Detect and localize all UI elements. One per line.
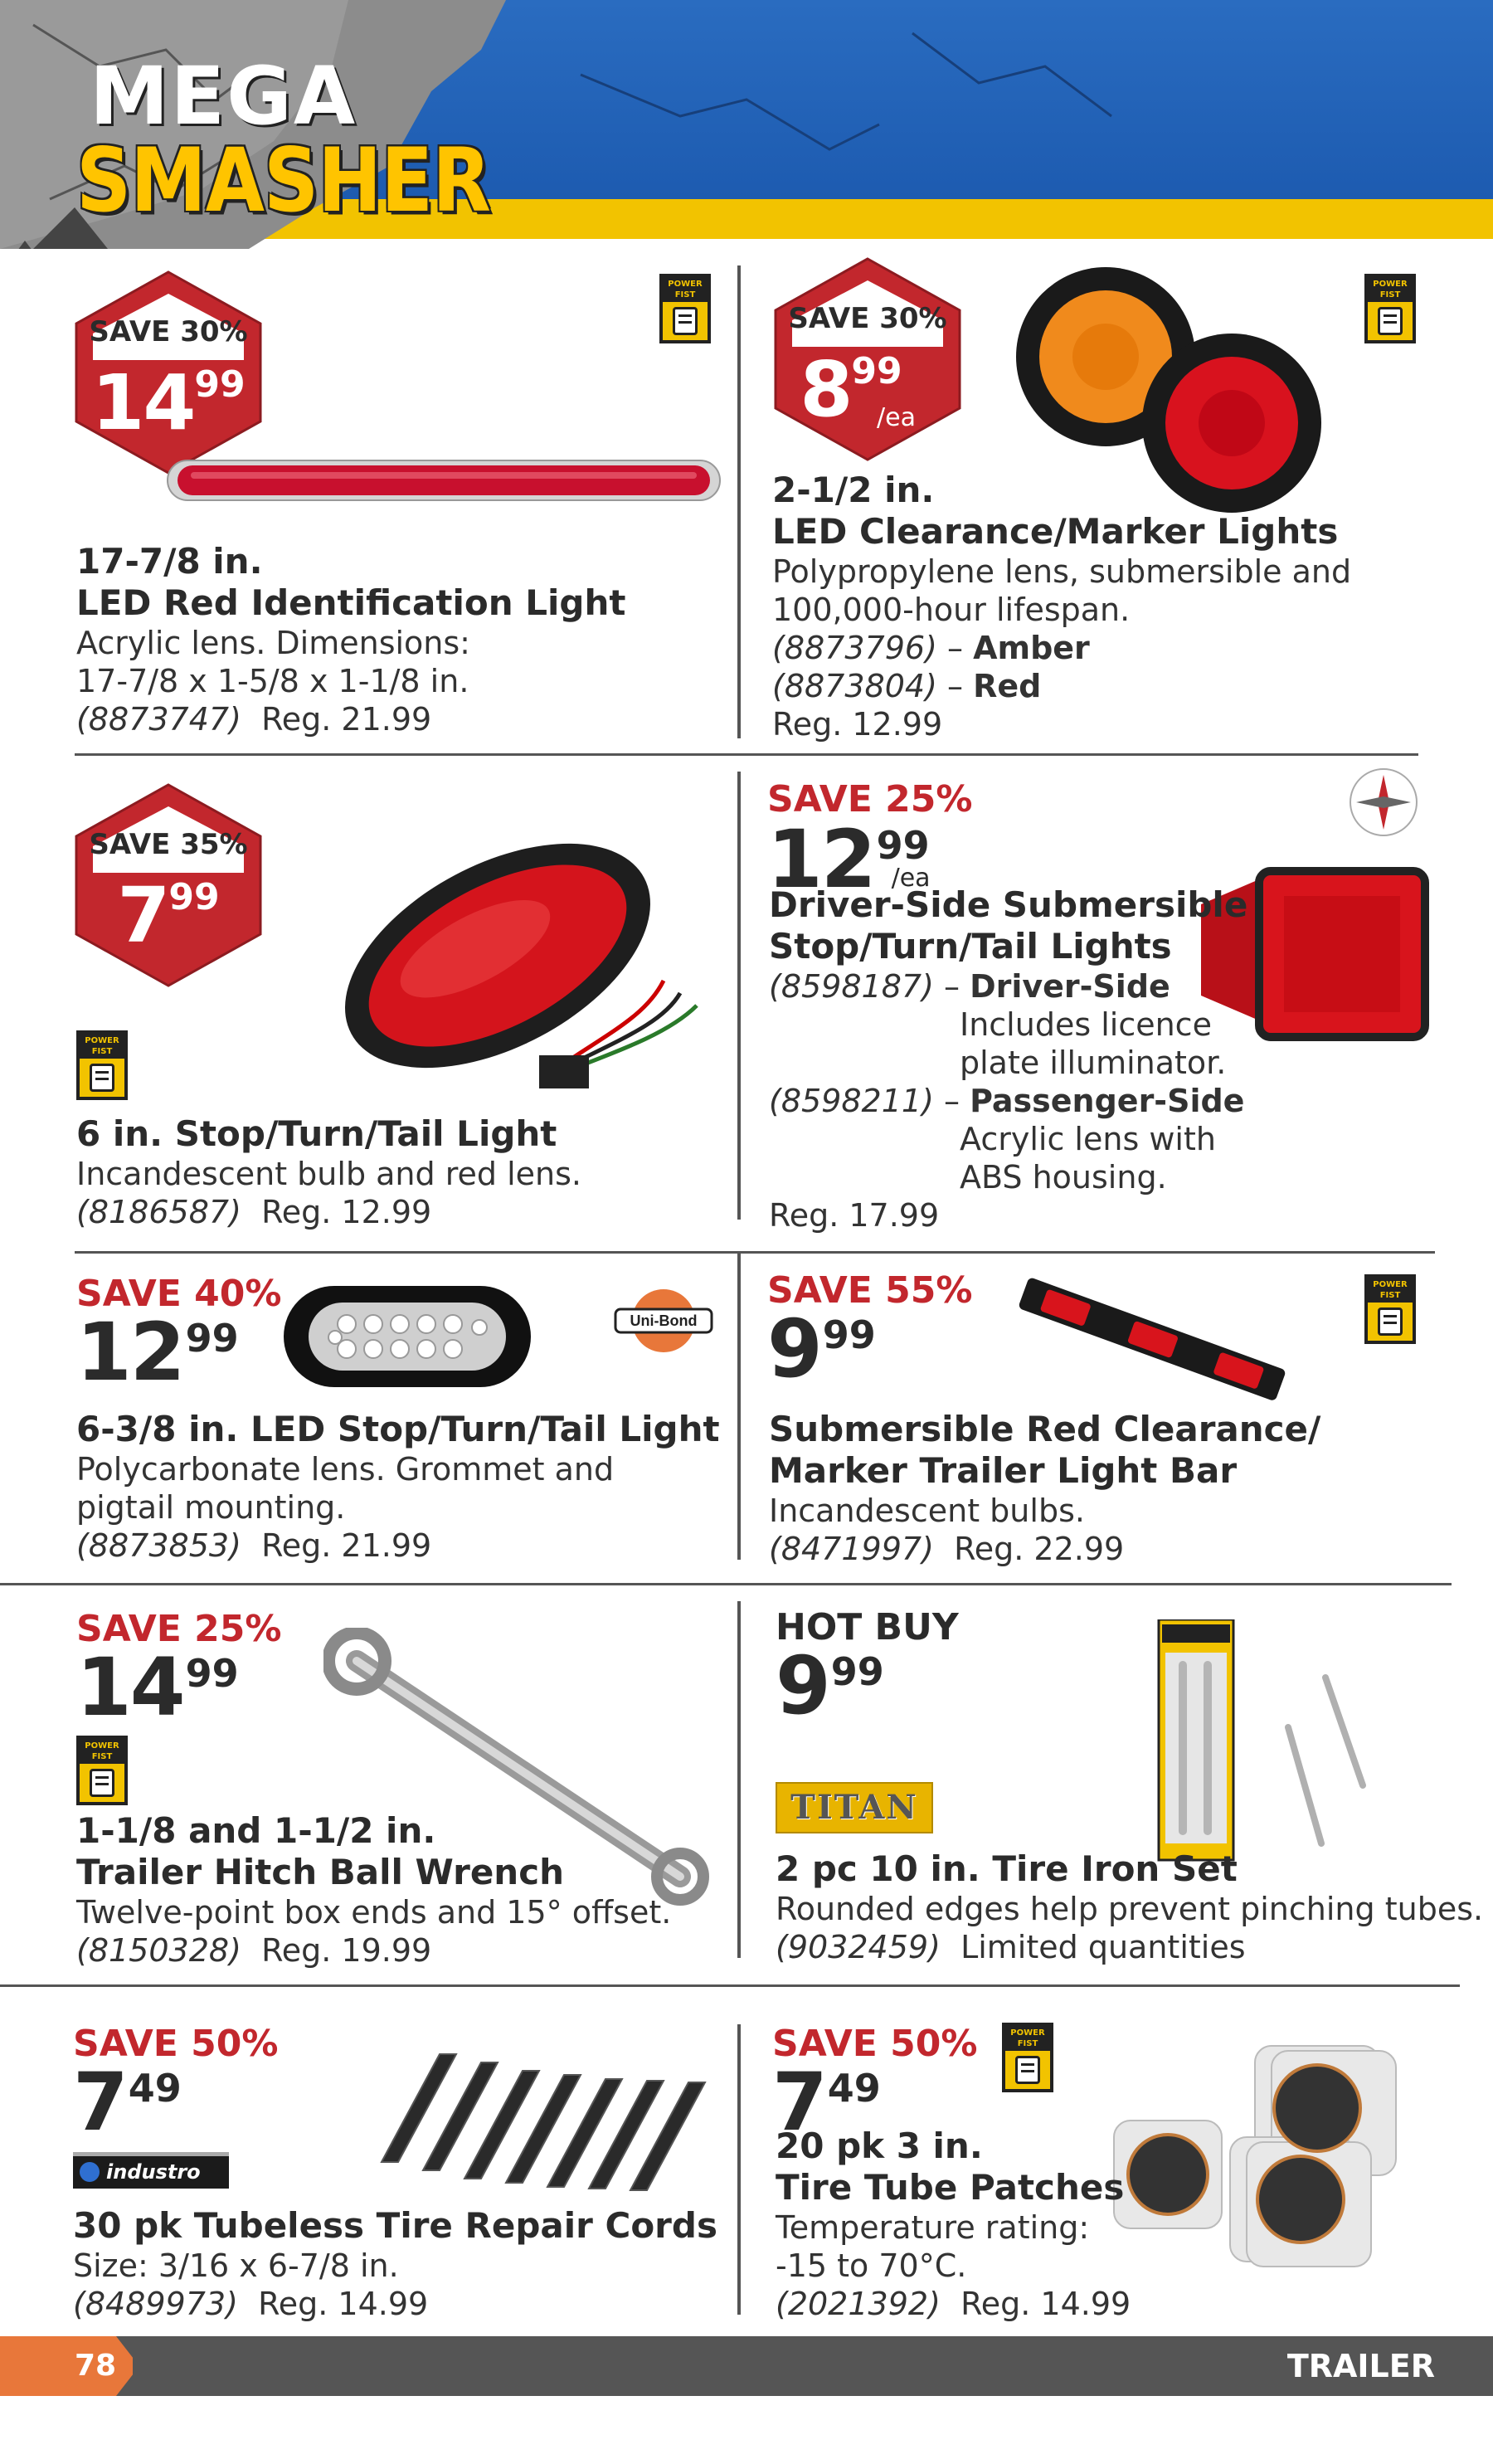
sale-price: 7 49 <box>73 2056 182 2149</box>
titan-brand-logo: TITAN <box>776 1782 933 1833</box>
save-label: SAVE 40% <box>76 1273 282 1315</box>
product-name: 6 in. Stop/Turn/Tail Light <box>76 1113 557 1154</box>
power-fist-brand-logo: POWER FIST <box>1364 1274 1416 1344</box>
product-name: Trailer Hitch Ball Wrench <box>76 1852 564 1892</box>
industro-brand-logo: industro <box>73 2152 229 2189</box>
fist-icon <box>1378 307 1403 335</box>
divider-horizontal <box>0 1583 1452 1585</box>
price-badge <box>73 782 264 989</box>
tire-patches-image <box>1106 2038 1421 2270</box>
uni-bond-brand-logo <box>614 1288 713 1354</box>
badge-price: 899 <box>800 345 902 434</box>
product-size: 17-7/8 in. <box>76 541 263 582</box>
product-description: Temperature rating: <box>776 2209 1090 2246</box>
power-fist-brand-logo: POWER FIST <box>1002 2023 1053 2092</box>
product-name: Tire Tube Patches <box>776 2167 1125 2208</box>
svg-text:Uni-Bond: Uni-Bond <box>630 1312 698 1329</box>
product-size: 20 pk 3 in. <box>776 2126 983 2166</box>
product-size: 1-1/8 and 1-1/2 in. <box>76 1810 436 1851</box>
product-variant: (8598187) – Driver-Side <box>769 968 1170 1005</box>
product-description: Twelve-point box ends and 15° offset. <box>76 1894 672 1931</box>
product-description: Incandescent bulbs. <box>769 1493 1085 1529</box>
divider-horizontal <box>75 753 1418 756</box>
product-name: 30 pk Tubeless Tire Repair Cords <box>73 2205 717 2246</box>
save-label: SAVE 50% <box>73 2023 279 2065</box>
divider-horizontal <box>75 1251 1435 1254</box>
product-name: LED Clearance/Marker Lights <box>772 511 1339 552</box>
logo-mega: MEGA <box>90 50 357 143</box>
product-description: 17-7/8 x 1-5/8 x 1-1/8 in. <box>76 663 469 699</box>
product-reg-price: Reg. 12.99 <box>772 706 943 743</box>
product-reg-price: Reg. 17.99 <box>769 1197 940 1234</box>
product-description: Rounded edges help prevent pinching tubes. <box>776 1891 1484 1927</box>
power-fist-brand-logo: POWER FIST <box>1364 274 1416 343</box>
product-description: Incandescent bulb and red lens. <box>76 1156 581 1192</box>
product-card <box>0 249 737 747</box>
badge-price: 799 <box>117 871 220 960</box>
product-description: -15 to 70°C. <box>776 2247 967 2284</box>
product-card <box>0 1586 737 1981</box>
fist-icon <box>90 1064 114 1092</box>
product-description: Acrylic lens. Dimensions: <box>76 625 470 661</box>
product-name: Driver-Side Submersible <box>769 884 1248 925</box>
product-name: Submersible Red Clearance/ <box>769 1409 1321 1449</box>
badge-save-text: SAVE 30% <box>89 315 248 348</box>
product-description: Polycarbonate lens. Grommet and <box>76 1451 615 1488</box>
product-variant: (8873796) – Amber <box>772 630 1090 666</box>
tire-repair-cords-image <box>365 2038 713 2195</box>
product-name: 2 pc 10 in. Tire Iron Set <box>776 1848 1238 1889</box>
oval-tail-light-image <box>315 815 722 1113</box>
product-name: Stop/Turn/Tail Lights <box>769 926 1172 967</box>
tire-iron-set-image <box>1155 1619 1429 1877</box>
product-meta: (8489973) Reg. 14.99 <box>73 2286 429 2322</box>
power-fist-brand-logo: POWER FIST <box>76 1736 128 1805</box>
variant-note: Acrylic lens with <box>960 1121 1216 1157</box>
sale-price: 12 99 /ea <box>767 813 931 906</box>
fist-icon <box>1015 2056 1040 2084</box>
variant-note: ABS housing. <box>960 1159 1167 1195</box>
pathfinder-brand-logo <box>1346 765 1421 840</box>
product-variant: (8873804) – Red <box>772 668 1042 704</box>
product-meta: (8873747) Reg. 21.99 <box>76 701 432 738</box>
power-fist-brand-logo: POWER FIST <box>76 1030 128 1100</box>
power-fist-brand-logo: POWER FIST <box>659 274 711 343</box>
page-number: 78 <box>75 2349 117 2383</box>
save-label: SAVE 55% <box>767 1269 973 1312</box>
product-meta: (8873853) Reg. 21.99 <box>76 1527 432 1564</box>
price-badge <box>772 256 963 463</box>
product-meta: (2021392) Reg. 14.99 <box>776 2286 1131 2322</box>
light-bar-image <box>1006 1271 1296 1412</box>
led-oval-light-image <box>280 1283 534 1390</box>
fist-icon <box>673 307 698 335</box>
badge-save-text: SAVE 30% <box>788 302 947 335</box>
product-card <box>741 1988 1493 2328</box>
badge-price: 1499 <box>91 358 246 447</box>
product-card <box>0 757 737 1249</box>
product-description: Polypropylene lens, submersible and <box>772 553 1352 590</box>
badge-save-text: SAVE 35% <box>89 828 248 861</box>
product-meta: (8471997) Reg. 22.99 <box>769 1531 1125 1567</box>
product-card <box>741 1586 1493 1981</box>
product-card <box>741 757 1493 1249</box>
save-label: SAVE 25% <box>767 778 973 821</box>
save-label: SAVE 50% <box>772 2023 978 2065</box>
variant-note: plate illuminator. <box>960 1045 1227 1081</box>
page-footer <box>0 2336 1493 2396</box>
badge-unit: /ea <box>877 403 916 432</box>
product-description: pigtail mounting. <box>76 1489 346 1526</box>
product-size: 2-1/2 in. <box>772 470 935 510</box>
save-label: SAVE 25% <box>76 1608 282 1650</box>
variant-note: Includes licence <box>960 1006 1212 1043</box>
page-header <box>0 0 1493 249</box>
product-description: 100,000-hour lifespan. <box>772 592 1131 628</box>
fist-icon <box>1378 1307 1403 1336</box>
product-name: 6-3/8 in. LED Stop/Turn/Tail Light <box>76 1409 720 1449</box>
product-card <box>0 1254 737 1581</box>
product-name: Marker Trailer Light Bar <box>769 1450 1238 1491</box>
product-card <box>741 1254 1493 1581</box>
product-card <box>741 249 1493 747</box>
hot-buy-label: HOT BUY <box>776 1606 959 1648</box>
sale-price: 14 99 <box>76 1641 239 1734</box>
led-light-bar-image <box>166 452 722 510</box>
sale-price: 9 99 <box>767 1303 876 1395</box>
divider-horizontal <box>0 1984 1460 1987</box>
product-meta: (8186587) Reg. 12.99 <box>76 1194 432 1230</box>
fist-icon <box>90 1769 114 1797</box>
sale-price: 9 99 <box>776 1639 884 1732</box>
price-badge <box>73 269 264 476</box>
product-name: LED Red Identification Light <box>76 582 626 623</box>
section-title: TRAILER <box>1286 2348 1435 2384</box>
product-meta: (8150328) Reg. 19.99 <box>76 1932 432 1969</box>
product-card <box>0 1988 737 2328</box>
product-description: Size: 3/16 x 6-7/8 in. <box>73 2247 399 2284</box>
product-variant: (8598211) – Passenger-Side <box>769 1083 1245 1119</box>
product-meta: (9032459) Limited quantities <box>776 1929 1246 1965</box>
sale-price: 12 99 <box>76 1306 239 1399</box>
logo-smasher: SMASHER <box>76 129 490 232</box>
sale-price: 7 49 <box>772 2056 881 2149</box>
